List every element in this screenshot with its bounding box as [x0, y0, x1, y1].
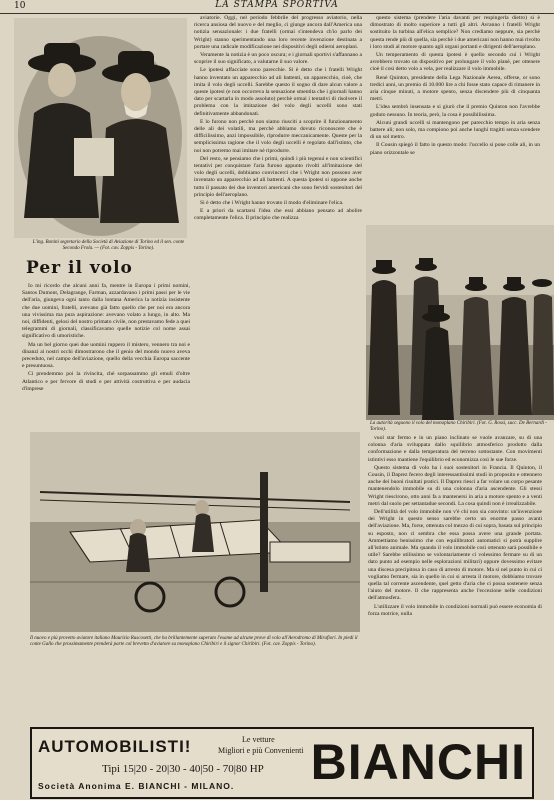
col1-paragraph: Ma un bel giorno quei due uomini ruppero il mistero, vennero tra noi e dinanzi ai nostri occhi dimostrarono che il genio del mondo nuovo aveva preceduto, nel campo dell'aviazione, quello della vecchia Europa saccente e presuntuosa.	[22, 341, 190, 370]
col2-paragraph: E lo furono non perchè non siamo riusciti a scoprire il funzionamento delle ali dei volatili, ma perchè abbiamo dovuto riconoscere che è difficilissimo, anzi impossibile, riprodurre meccanicamente. Queste per la semplicissima ragione che il volo degli uccelli è regolato dall'istinto, che noi non potremo mai imitare nè riprodurre.	[194, 118, 362, 154]
photo-officials	[14, 18, 187, 238]
page-header	[0, 0, 554, 14]
column-3	[370, 15, 540, 223]
col3-paragraph: Alcuni grandi uccelli si mantengono per parecchio tempo in aria senza battere ali; non solo, ma compiono poi anche lunghi tragitti senza scendere di un sol metro.	[370, 119, 540, 141]
col2-paragraph: Le ipotesi affacciate sono parecchie. Si è detto che i fratelli Wright hanno inventato un apparecchio ad ali battenti, un apparecchio, cioè, che imita il volo degli uccelli. Sarebbe questo il sogno di dare alcun valore a queste ipotesi (e non occorreva la sensazione smentita che i giornali hanno dato per scartarla in modo assoluto) perchè ormai i tentativi di risolvere il problema con la imitazione del volo degli uccelli sono stati definitivamente abbandonati.	[194, 67, 362, 117]
col3-paragraph: Il Cousin spiegò il fatto in questo modo: l'uccello si pone colle ali, in un piano orizzontale se	[370, 142, 540, 156]
col2-paragraph: E a priori da scartarsi l'idea che essi abbiano pensato ad abolire completamente l'elica. Il principio che realizza	[194, 208, 362, 222]
col2-paragraph: Del resto, se pensiamo che i primi, quindi i più tegenui e non scientifici tentativi per conquistare l'aria furono appunto rivolti all'imitazione del volo degli uccelli, dobbiamo convincerci che i Wright non possono aver inventato un apparecchio ad ali battenti. A questa ipotesi si oppone anche tutto il passato dei due inventori americani che sono fervidi sostenitori del principio dell'aeroplano.	[194, 155, 362, 198]
ad-company: Società Anonima E. BIANCHI - MILANO.	[38, 781, 235, 791]
photo-aviator-image	[30, 432, 360, 632]
col2-paragraph: Si è detto che i Wright hanno trovato il modo d'eliminare l'elica.	[200, 200, 344, 207]
photo-officials-image	[14, 18, 187, 238]
column-4	[368, 435, 542, 723]
bianchi-advertisement	[30, 727, 534, 799]
masthead: LA STAMPA SPORTIVA	[215, 0, 339, 10]
column-2	[194, 15, 362, 425]
col4-paragraph: vuol star fermo e in un piano inclinato se vuole avanzare, su di una colonna d'aria sviluppata dallo squilibrio atmosferico prodotto dalla conformazione e dalla temperatura del terreno sottostante. Con movimenti istintivi esso mantiene l'equilibrio ed economizza così le sue forze.	[368, 435, 542, 463]
col1-paragraph: Ci prendemmo poi la rivincita, chè sorpassammo gli emuli d'oltre Atlantico e per fervore di studi e per attività costruttiva e per audacia d'imprese	[22, 371, 190, 392]
photo-authorities-image	[366, 225, 554, 420]
col3-paragraph: René Quinton, presidente della Lega Nazionale Aerea, offerse, or sono tredici anni, un premio di 10.000 lire a chi fosse stato capace di rimanere in aria cinque minuti, a motore spento, senza discendere più di cinquanta metri.	[370, 74, 540, 103]
col3-paragraph: L'idea sembrò insensata e si giurò che il premio Quinton non l'avrebbe goduto nessuno. In teoria, però, la cosa è possibilissima.	[370, 104, 540, 118]
page-number: 10	[14, 1, 26, 11]
col2-paragraph: Veramente la notizia è un poco oscura; e i giornali sportivi s'affannano a scoprire il suo significato, a valutarne il suo valore.	[194, 52, 362, 66]
caption-officials: L'ing. Bonini segretario della Società di Aviazione di Torino ed il sen. conte Secondo Frola. — (Fot. cav. Zoppis - Torino).	[32, 240, 185, 251]
col3-paragraph: questo sistema (prendere l'aria davanti per respingerla dietro) si è dimostrato di molto superiore a tutti gli altri. Avranno i fratelli Wright sostituito la turbina all'elica semplice? Non crediamo neppure, sia perchè questa rende più di quella, sia perchè i due americani non hanno mai rivolto i loro studi al motore quanto agli organi portanti e dirigenti dell'aeroplano.	[370, 15, 540, 50]
photo-authorities	[366, 225, 554, 420]
col3-paragraph: Un temperamento di questa ipotesi è quello secondo cui i Wright avrebbero trovato un dispositivo per prolungare il volo planè, per ottenere cioè il così detto volo a vela, per realizzare il volo immobile.	[370, 52, 540, 73]
ad-brand-logo: BIANCHI	[310, 734, 526, 790]
ad-line-migliori: Migliori e più Convenienti	[218, 746, 304, 755]
col4-paragraph: Dell'utilità del volo immobile non v'è chi non sia convinto: un'invenzione dei Wright in questo senso sarebbe certo un enorme passo avanti dell'aviazione. Ma, forse, ottenuta col mezzo di cui sopra, basata sul principio su esposto, non ci sembra che essa possa avere una grande portata. Ammettiamo benissimo che con equilibratori automatici si potrà supplire all'istinto animale. Ma quando il volo immobile così ottenuto sarà possibile e utile? Sarebbe utilissimo se volontariamente ci volessimo fermare su di un dato punto ad esempio nelle esplorazioni militari) oppure dovessimo evitare una discesa precipitosa in caso di arresto di motore. Ma si nel punto in cui ci vogliamo fermare, sia in quello in cui si arresta il motore, dobbiamo trovare quella tal corrente ascendente, quel getto d'aria che ci possa sostenere senza l'aiuto del motore. Il che rappresenta anche l'eccezione nelle condizioni dell'atmosfera.	[368, 509, 542, 602]
col1-paragraph: Io mi ricordo che alcuni anni fa, mentre in Europa i primi nomini, Santos Dumont, Delagrange, Farman, azzardavano i primi passi per le vie dell'aria, giungeva ogni tanto dalla lontana America la notizia insistente che due uomini, fratelli, avevano già fatto quello che per noi era ancora una vivissima ma pura aspirazione: avevano volato a lungo, in alto. Ma noi, diffidenti, gelosi del nostro primato civile, non prestavamo fede a quei telegrammi di giornali, classificavamo quelle notizie col nome assai significativo di umoristiche.	[22, 283, 190, 340]
caption-authorities: La autorità seguono il volo del monoplano Chiribiri. (Fot. G. Rossi, succ. De Bernardi - Torino).	[370, 421, 547, 432]
photo-aviator	[30, 432, 360, 632]
ad-line-vetture: Le vetture	[242, 735, 275, 744]
col2-paragraph: aviatorie. Oggi, nel periodo febbrile del progresso aviatorio, nella ricerca ansiosa del nuovo e del meglio, ci giunge ancora dall'America una notizia sensazionale: i due fratelli (ormai s'intendeva ch'io parlo dei Wright) stanno sperimentando una loro recente invenzione destinata a portare una radicale modificazione nei dispositivi degli odierni aeroplani.	[194, 15, 362, 50]
col4-paragraph: L'utilizzare il volo immobile in condizioni normali può essere economia di forza motrice, nulla	[368, 603, 542, 617]
ad-vehicle-types: Tipi 15|20 - 20|30 - 40|50 - 70|80 HP	[102, 763, 264, 775]
col4-paragraph: Questo sistema di volo ha i suoi sostenitori in Francia. Il Quinton, il Cousin, il Daprez fecero degli interessantissimi studi in proposito e ottennero anche dei buoni risultati pratici. Il Daprez riesci a far volare un corpo pesante mantenendolo immobile su di una colonna d'aria ascendente. Gli stessi Wright riescirono, otto anni fa a mantenersi in aria a motore spento e a venti metri dal suolo per settantadue secondi. La cosa quindi non è irrealizzabile.	[368, 464, 542, 507]
caption-aviator: Il nuovo e più provetto aviatore italiano Maurizio Ruscosetti, che ha brillantemente superato l'esame ad alcune prove di volo all'Aerodromo di Mirafiori. In piedi il conte Gallo che prossimamente prenderà parte col brevetto d'aviatore su monoplano Chiribiri e il signor Chiribiri. (Fot. cav. Zoppis - Torino).	[30, 636, 358, 647]
article-title: Per il volo	[26, 258, 133, 278]
ad-headline: AUTOMOBILISTI!	[38, 737, 192, 756]
